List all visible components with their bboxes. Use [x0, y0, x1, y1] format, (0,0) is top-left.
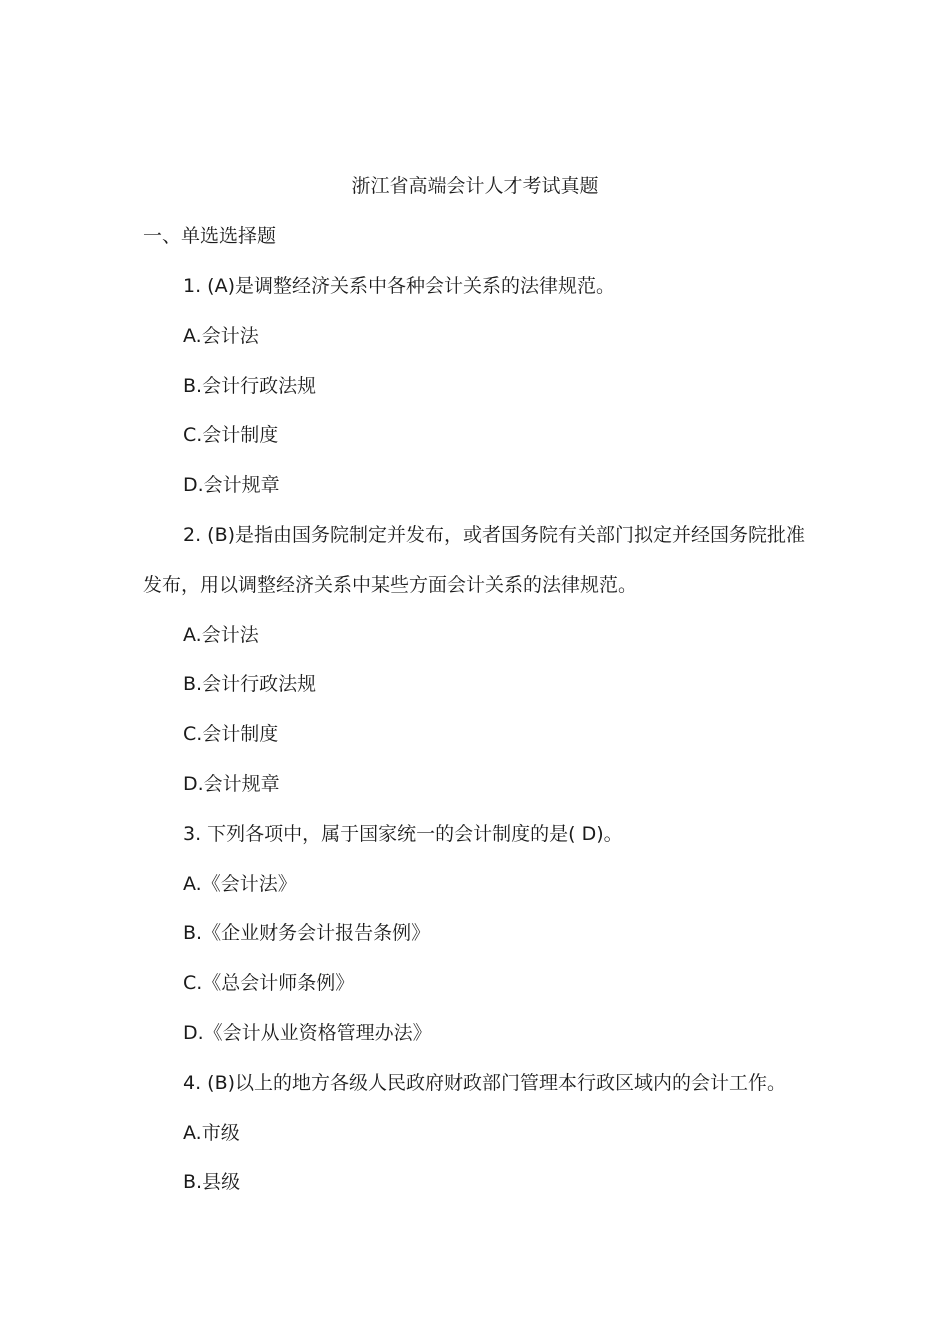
question-list — [143, 272, 823, 1218]
question-2-stem-line2: 发布，用以调整经济关系中某些方面会计关系的法律规范。 — [143, 573, 638, 596]
question-2-stem-line1: 2. (B)是指由国务院制定并发布，或者国务院有关部门拟定并经国务院批准 — [183, 523, 806, 546]
question-3-option-b: B.《企业财务会计报告条例》 — [183, 922, 431, 945]
question-3-stem: 3. 下列各项中，属于国家统一的会计制度的是( D)。 — [183, 822, 623, 845]
question-4-stem: 4. (B)以上的地方各级人民政府财政部门管理本行政区域内的会计工作。 — [183, 1071, 787, 1094]
section-heading: 一、单选选择题 — [143, 225, 277, 247]
question-4-option-b: B.县级 — [183, 1171, 241, 1194]
question-4-option-a: A.市级 — [183, 1121, 240, 1144]
question-1-stem: 1. (A)是调整经济关系中各种会计关系的法律规范。 — [183, 275, 615, 297]
question-2-option-c: C.会计制度 — [183, 723, 279, 746]
question-1-option-d: D.会计规章 — [183, 474, 280, 497]
question-1-option-a: A.会计法 — [183, 324, 259, 347]
document-title: 浙江省高端会计人才考试真题 — [351, 175, 599, 197]
question-1-option-b: B.会计行政法规 — [183, 374, 317, 397]
question-3-option-d: D.《会计从业资格管理办法》 — [183, 1021, 432, 1044]
question-2-option-d: D.会计规章 — [183, 772, 280, 795]
question-2-option-b: B.会计行政法规 — [183, 673, 317, 696]
question-3-option-c: C.《总会计师条例》 — [183, 972, 355, 995]
question-1-option-c: C.会计制度 — [183, 424, 279, 447]
question-2-option-a: A.会计法 — [183, 623, 259, 646]
question-3-option-a: A.《会计法》 — [183, 872, 297, 895]
